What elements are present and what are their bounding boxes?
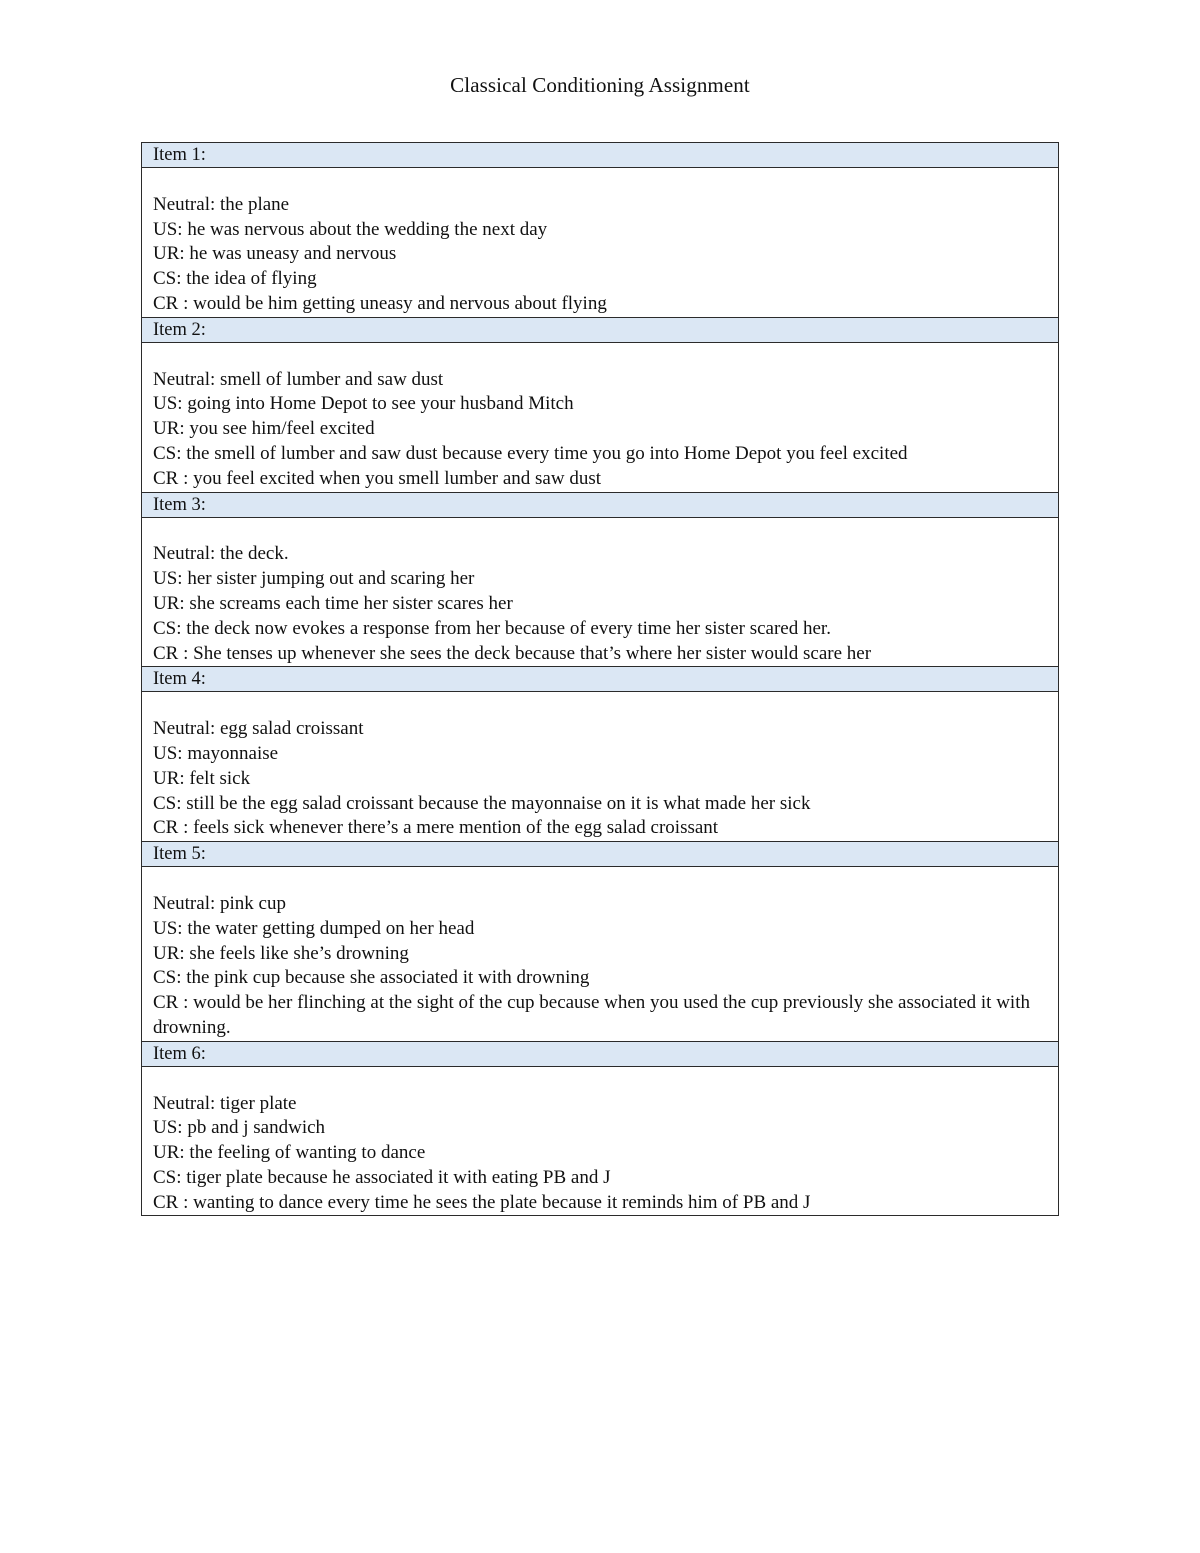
unconditioned-response: UR: she screams each time her sister scares her [153,592,513,614]
unconditioned-stimulus: US: her sister jumping out and scaring her [153,568,475,590]
blank-line [153,168,1047,193]
item-header-4: Item 4: [142,667,1058,692]
blank-line [153,692,1047,717]
blank-line [153,867,1047,892]
item-header-5: Item 5: [142,842,1058,867]
items-table [141,142,1059,1216]
item-header-6: Item 6: [142,1042,1058,1067]
unconditioned-response: UR: you see him/feel excited [153,418,375,440]
item-header-2: Item 2: [142,318,1058,343]
document-title: Classical Conditioning Assignment [450,73,750,97]
unconditioned-response: UR: the feeling of wanting to dance [153,1142,426,1164]
item-body-2 [142,343,1058,493]
conditioned-stimulus: CS: the smell of lumber and saw dust because every time you go into Home Depot you feel excited [153,442,908,464]
item-header-1: Item 1: [142,143,1058,168]
unconditioned-response: UR: he was uneasy and nervous [153,243,397,265]
conditioned-stimulus: CS: tiger plate because he associated it with eating PB and J [153,1166,611,1188]
item-body-6 [142,1067,1058,1216]
neutral-stimulus: Neutral: the plane [153,193,290,215]
conditioned-response: CR : She tenses up whenever she sees the deck because that’s where her sister would scare her [153,642,872,664]
neutral-stimulus: Neutral: smell of lumber and saw dust [153,368,444,390]
item-body-5 [142,867,1058,1042]
neutral-stimulus: Neutral: the deck. [153,543,289,565]
item-body-4 [142,692,1058,842]
conditioned-response: CR : you feel excited when you smell lumber and saw dust [153,467,601,489]
neutral-stimulus: Neutral: tiger plate [153,1092,297,1114]
blank-line [153,518,1047,543]
conditioned-response: CR : would be him getting uneasy and nervous about flying [153,292,607,314]
unconditioned-stimulus: US: pb and j sandwich [153,1117,326,1139]
blank-line [153,1067,1047,1092]
conditioned-response: CR : wanting to dance every time he sees the plate because it reminds him of PB and J [153,1191,811,1213]
unconditioned-response: UR: felt sick [153,767,251,789]
conditioned-stimulus: CS: still be the egg salad croissant because the mayonnaise on it is what made her sick [153,792,811,814]
item-header-3: Item 3: [142,493,1058,518]
conditioned-stimulus: CS: the deck now evokes a response from her because of every time her sister scared her. [153,617,831,639]
conditioned-response: CR : feels sick whenever there’s a mere mention of the egg salad croissant [153,817,719,839]
item-body-1 [142,168,1058,318]
conditioned-stimulus: CS: the pink cup because she associated it with drowning [153,967,590,989]
unconditioned-stimulus: US: going into Home Depot to see your husband Mitch [153,393,574,415]
unconditioned-stimulus: US: the water getting dumped on her head [153,917,475,939]
unconditioned-stimulus: US: mayonnaise [153,742,279,764]
neutral-stimulus: Neutral: pink cup [153,892,286,914]
neutral-stimulus: Neutral: egg salad croissant [153,718,364,740]
item-body-3 [142,518,1058,668]
conditioned-response: CR : would be her flinching at the sight of the cup because when you used the cup previously she associated it with drowning. [153,992,1030,1038]
blank-line [153,343,1047,368]
unconditioned-stimulus: US: he was nervous about the wedding the next day [153,218,548,240]
conditioned-stimulus: CS: the idea of flying [153,268,317,290]
unconditioned-response: UR: she feels like she’s drowning [153,942,409,964]
